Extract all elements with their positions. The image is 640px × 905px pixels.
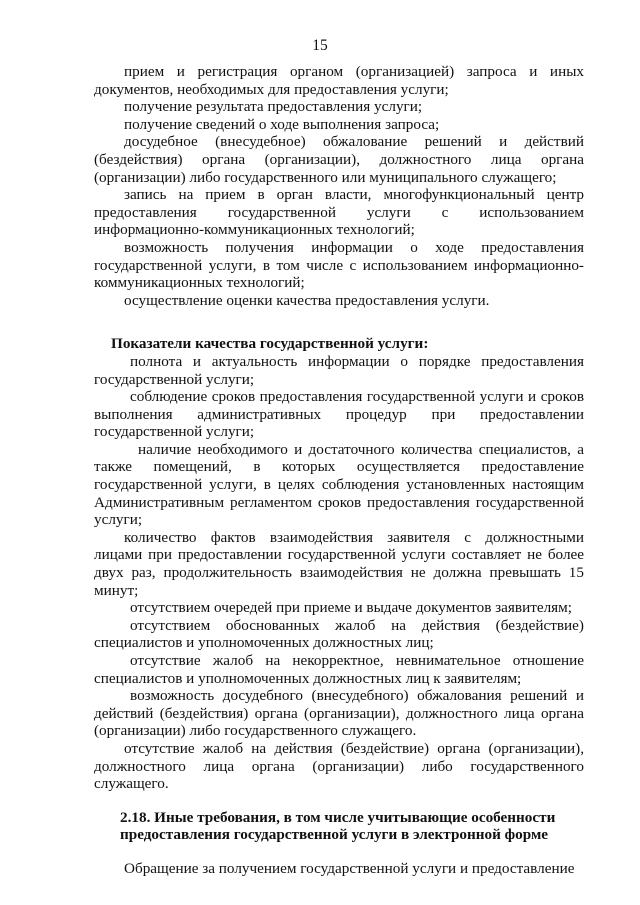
quality-item-interactions: количество фактов взаимодействия заявителя с должностными лицами при предоставлении государственной услуги составляет не более двух раз, продолжительность взаимодействия не должна превышать 15 минут;: [94, 528, 584, 599]
quality-item-no-justified-complaints: отсутствием обоснованных жалоб на действия (бездействие) специалистов и уполномоченных должностных лиц;: [94, 616, 584, 652]
quality-item-deadlines: соблюдение сроков предоставления государственной услуги и сроков выполнения административных процедур при предоставлении государственной услуги;: [94, 388, 584, 441]
list-item-request-registration: прием и регистрация органом (организацией) запроса и иных документов, необходимых для предоставления услуги;: [94, 63, 584, 98]
document-body: [94, 63, 584, 878]
list-item-pretrial-appeal: досудебное (внесудебное) обжалование решений и действий (бездействия) органа (организации), должностного лица органа (организации) либо государственного или муниципального служащего;: [94, 133, 584, 186]
list-item-status-info: получение сведений о ходе выполнения запроса;: [124, 115, 440, 133]
section-heading-quality: Показатели качества государственной услуги:: [111, 335, 429, 353]
list-item-appointment: запись на прием в орган власти, многофункциональный центр предоставления государственной услуги с использованием информационно-коммуникационных технологий;: [94, 186, 584, 239]
list-item-result-receipt: получение результата предоставления услуги;: [124, 98, 423, 116]
quality-item-no-incorrect-attitude: отсутствие жалоб на некорректное, невнимательное отношение специалистов и уполномоченных должностных лиц к заявителям;: [94, 652, 584, 687]
quality-item-no-complaints: отсутствие жалоб на действия (бездействие) органа (организации), должностного лица органа (организации) либо государственного служащего.: [94, 739, 584, 793]
quality-item-specialists: наличие необходимого и достаточного количества специалистов, а также помещений, в которых осуществляется предоставление государственной услуги, в целях соблюдения установленных настоящим Административным регламентом сроков предоставления государственной услуги;: [94, 440, 584, 529]
section-heading-2-18: 2.18. Иные требования, в том числе учитывающие особенности предоставления государственной услуги в электронной форме: [120, 808, 556, 844]
list-item-progress-info: возможность получения информации о ходе предоставления государственной услуги, в том числе с использованием информационно-коммуникационных технологий;: [94, 238, 584, 292]
list-item-quality-evaluation: осуществление оценки качества предоставления услуги.: [124, 291, 490, 309]
final-paragraph: Обращение за получением государственной услуги и предоставление: [124, 859, 575, 877]
quality-item-completeness: полнота и актуальность информации о порядке предоставления государственной услуги;: [94, 352, 584, 388]
quality-item-appeal-possibility: возможность досудебного (внесудебного) обжалования решений и действий (бездействия) органа (организации), должностного лица органа (организации) либо государственного служащего.: [94, 687, 584, 740]
page-number: 15: [312, 37, 328, 54]
quality-item-no-queues: отсутствием очередей при приеме и выдаче документов заявителям;: [130, 599, 572, 617]
